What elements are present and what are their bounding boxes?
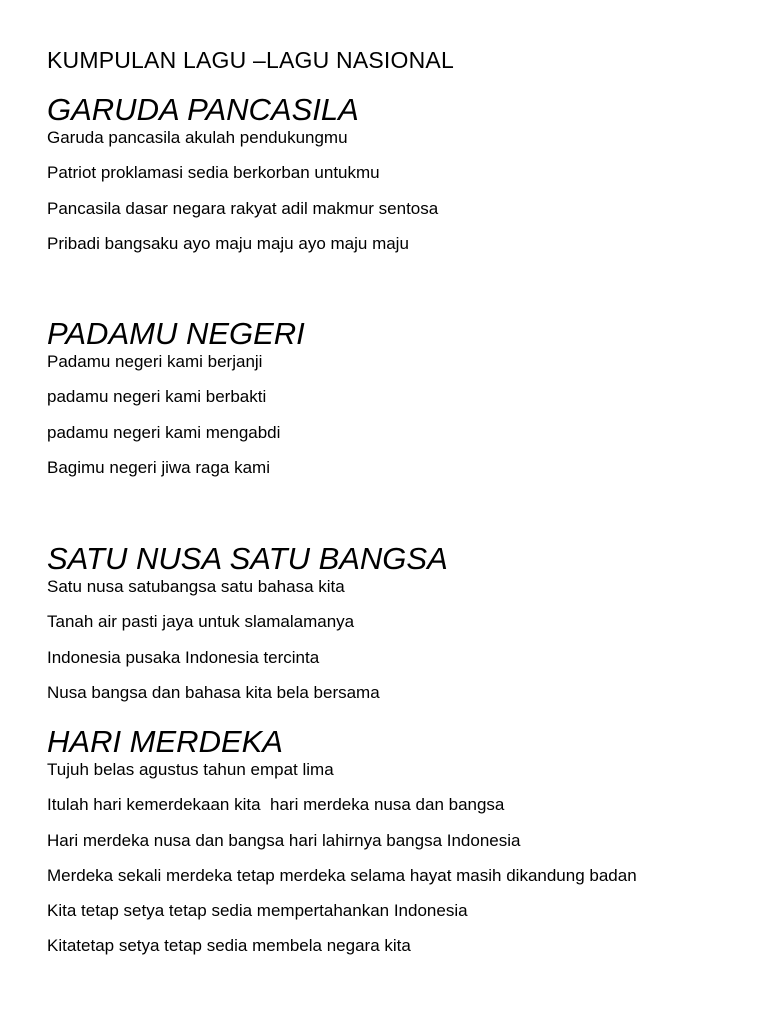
song-satu-nusa-satu-bangsa bbox=[47, 541, 747, 718]
lyric-line: Padamu negeri kami berjanji bbox=[47, 352, 263, 371]
lyric-line: Indonesia pusaka Indonesia tercinta bbox=[47, 647, 320, 667]
lyric-line: Tanah air pasti jaya untuk slamalamanya bbox=[47, 612, 355, 632]
lyric-line: Satu nusa satubangsa satu bahasa kita bbox=[47, 577, 345, 596]
lyric-line: Nusa bangsa dan bahasa kita bela bersama bbox=[47, 682, 380, 702]
song-lyrics bbox=[47, 577, 747, 718]
lyric-line: Kitatetap setya tetap sedia membela negara kita bbox=[47, 936, 411, 956]
lyric-line: Garuda pancasila akulah pendukungmu bbox=[47, 128, 348, 147]
lyric-line: Merdeka sekali merdeka tetap merdeka selama hayat masih dikandung badan bbox=[47, 865, 637, 885]
song-title: PADAMU NEGERI bbox=[47, 316, 305, 351]
lyric-line: Tujuh belas agustus tahun empat lima bbox=[47, 760, 334, 779]
song-garuda-pancasila bbox=[47, 92, 747, 269]
lyric-line: Pancasila dasar negara rakyat adil makmur sentosa bbox=[47, 198, 439, 218]
lyric-line: Patriot proklamasi sedia berkorban untukmu bbox=[47, 163, 380, 183]
lyric-line: Hari merdeka nusa dan bangsa hari lahirnya bangsa Indonesia bbox=[47, 830, 521, 850]
song-title: SATU NUSA SATU BANGSA bbox=[47, 541, 448, 576]
song-lyrics bbox=[47, 128, 747, 269]
song-title: GARUDA PANCASILA bbox=[47, 92, 359, 127]
song-hari-merdeka bbox=[47, 724, 747, 972]
lyric-line: Kita tetap setya tetap sedia mempertahankan Indonesia bbox=[47, 901, 468, 921]
song-lyrics bbox=[47, 760, 747, 972]
lyric-line: Itulah hari kemerdekaan kita hari merdeka nusa dan bangsa bbox=[47, 795, 505, 815]
document-title: KUMPULAN LAGU –LAGU NASIONAL bbox=[47, 47, 454, 73]
lyric-line: padamu negeri kami mengabdi bbox=[47, 422, 281, 442]
song-title: HARI MERDEKA bbox=[47, 724, 283, 759]
lyric-line: Bagimu negeri jiwa raga kami bbox=[47, 457, 270, 477]
lyric-line: Pribadi bangsaku ayo maju maju ayo maju maju bbox=[47, 233, 409, 253]
song-lyrics bbox=[47, 352, 747, 493]
song-padamu-negeri bbox=[47, 316, 747, 493]
lyric-line: padamu negeri kami berbakti bbox=[47, 387, 267, 407]
